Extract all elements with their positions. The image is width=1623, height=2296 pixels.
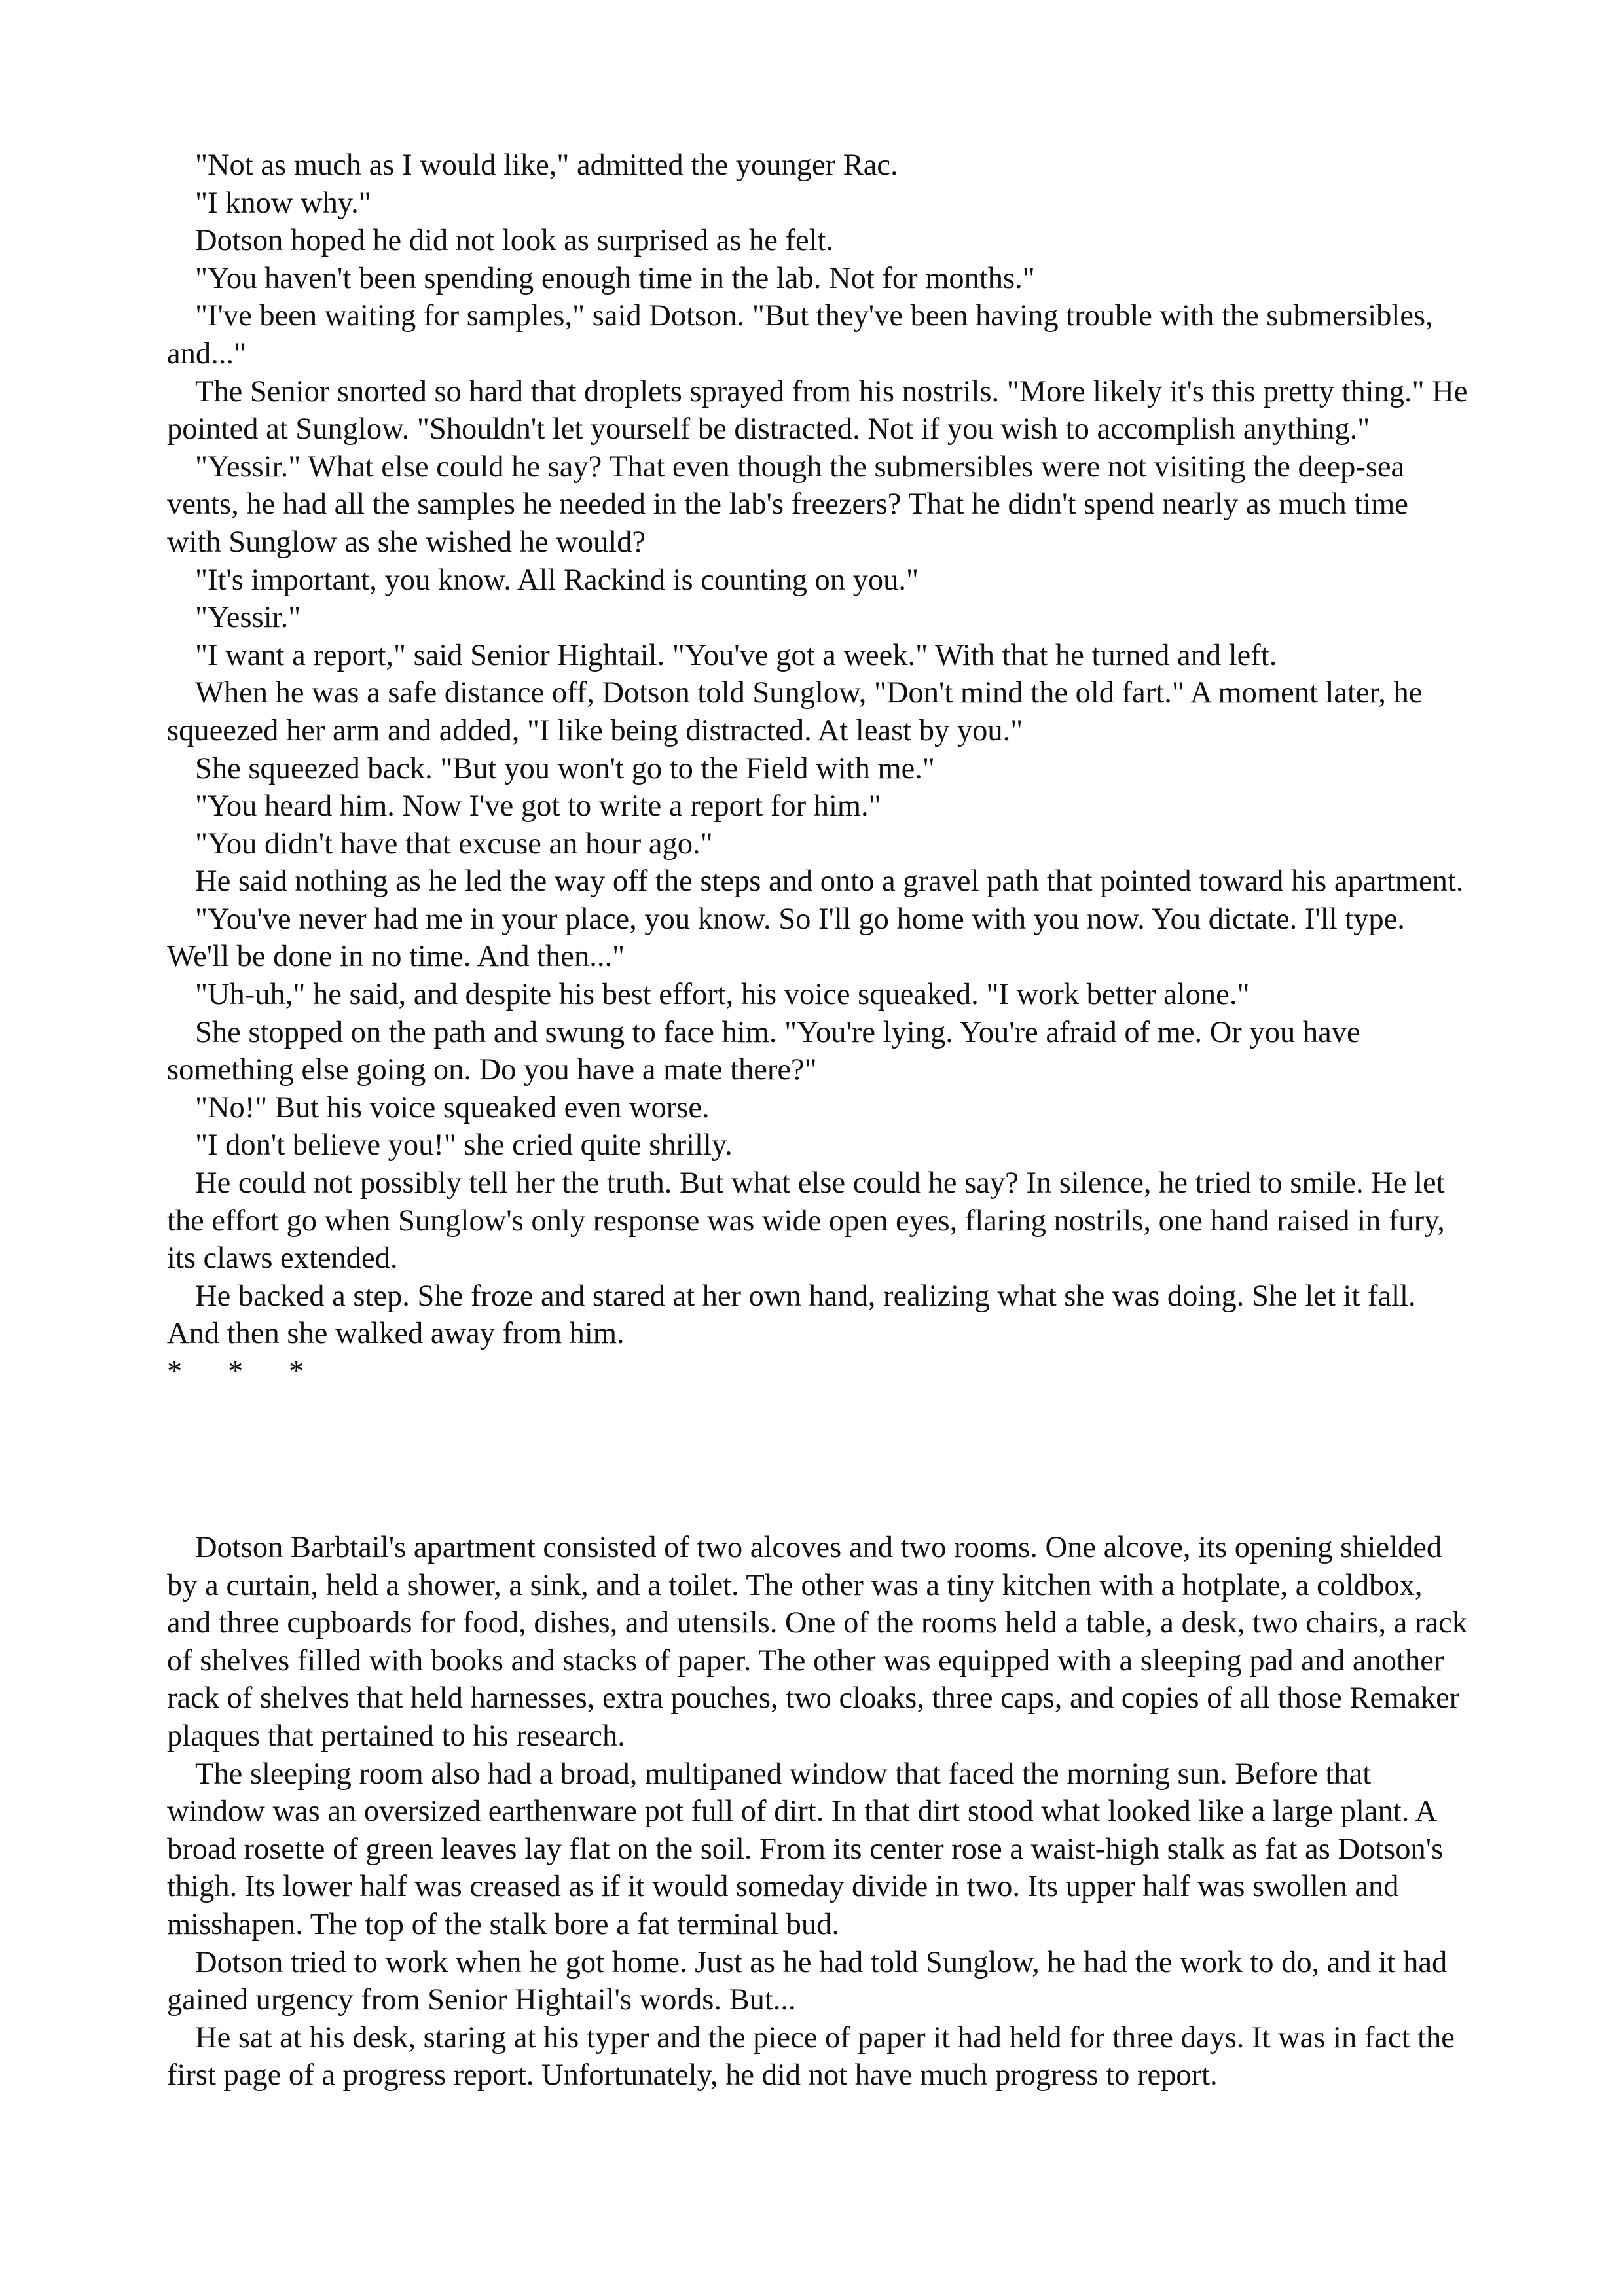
paragraph: She stopped on the path and swung to face him. "You're lying. You're afraid of me. Or you have something else going on. Do you have a mate there?" bbox=[167, 1015, 1360, 1087]
paragraph: The Senior snorted so hard that droplets sprayed from his nostrils. "More likely it's this pretty thing." He pointed at Sunglow. "Shouldn't let yourself be distracted. Not if you wish to accomplish anything." bbox=[167, 374, 1468, 446]
paragraph: He sat at his desk, staring at his typer and the piece of paper it had held for three days. It was in fact the first page of a progress report. Unfortunately, he did not have much progress to report. bbox=[167, 2020, 1455, 2092]
paragraph: "Yessir." What else could he say? That even though the submersibles were not visiting the deep-sea vents, he had all the samples he needed in the lab's freezers? That he didn't spend nearly as much time with Sunglow as she wished he would? bbox=[167, 450, 1408, 559]
paragraph: He could not possibly tell her the truth. But what else could he say? In silence, he tried to smile. He let the effort go when Sunglow's only response was wide open eyes, flaring nostrils, one hand raised in fury, its claws extended. bbox=[167, 1166, 1445, 1276]
paragraph: "You've never had me in your place, you know. So I'll go home with you now. You dictate. I'll type. We'll be done in no time. And then..." bbox=[167, 902, 1405, 974]
paragraph: "Yessir." bbox=[195, 601, 301, 635]
story-section-1 bbox=[167, 147, 1470, 1391]
paragraph: "It's important, you know. All Rackind is counting on you." bbox=[195, 563, 919, 597]
paragraph: "Not as much as I would like," admitted the younger Rac. bbox=[195, 149, 898, 182]
paragraph: When he was a safe distance off, Dotson told Sunglow, "Don't mind the old fart." A moment later, he squeezed her arm and added, "I like being distracted. At least by you." bbox=[167, 676, 1423, 747]
paragraph: Dotson hoped he did not look as surprised as he felt. bbox=[195, 224, 834, 258]
paragraph: "No!" But his voice squeaked even worse. bbox=[195, 1090, 710, 1124]
paragraph: "You haven't been spending enough time in the lab. Not for months." bbox=[195, 261, 1035, 295]
paragraph: He backed a step. She froze and stared at her own hand, realizing what she was doing. She let it fall. And then she walked away from him. bbox=[167, 1279, 1416, 1351]
paragraph: "I've been waiting for samples," said Dotson. "But they've been having trouble with the submersibles, and..." bbox=[167, 299, 1433, 370]
paragraph: She squeezed back. "But you won't go to the Field with me." bbox=[195, 751, 935, 785]
paragraph: He said nothing as he led the way off the steps and onto a gravel path that pointed toward his apartment. bbox=[195, 865, 1464, 899]
scene-break: * * * bbox=[167, 1355, 304, 1388]
paragraph: Dotson tried to work when he got home. Just as he had told Sunglow, he had the work to do, and it had gained urgency from Senior Hightail's words. But... bbox=[167, 1945, 1448, 2017]
paragraph: "I don't believe you!" she cried quite shrilly. bbox=[195, 1128, 733, 1162]
paragraph: "I want a report," said Senior Hightail. "You've got a week." With that he turned and left. bbox=[195, 638, 1277, 672]
paragraph: "I know why." bbox=[195, 186, 371, 220]
story-section-2 bbox=[167, 1529, 1470, 2094]
paragraph: "You didn't have that excuse an hour ago." bbox=[195, 827, 713, 861]
paragraph: "You heard him. Now I've got to write a report for him." bbox=[195, 789, 881, 823]
paragraph: Dotson Barbtail's apartment consisted of two alcoves and two rooms. One alcove, its opening shielded by a curtain, held a shower, a sink, and a toilet. The other was a tiny kitchen with a hotplate, a coldbox, and three cupboards for food, dishes, and utensils. One of the rooms held a table, a desk, two chairs, a rack of shelves filled with books and stacks of paper. The other was equipped with a sleeping pad and another rack of shelves that held harnesses, extra pouches, two cloaks, three caps, and copies of all those Remaker plaques that pertained to his research. bbox=[167, 1531, 1467, 1753]
paragraph: "Uh-uh," he said, and despite his best effort, his voice squeaked. "I work better alone." bbox=[195, 978, 1250, 1012]
paragraph: The sleeping room also had a broad, multipaned window that faced the morning sun. Before that window was an oversized earthenware pot full of dirt. In that dirt stood what looked like a large plant. A broad rosette of green leaves lay flat on the soil. From its center rose a waist-high stalk as fat as Dotson's thigh. Its lower half was creased as if it would someday divide in two. Its upper half was swollen and misshapen. The top of the stalk bore a fat terminal bud. bbox=[167, 1757, 1444, 1941]
